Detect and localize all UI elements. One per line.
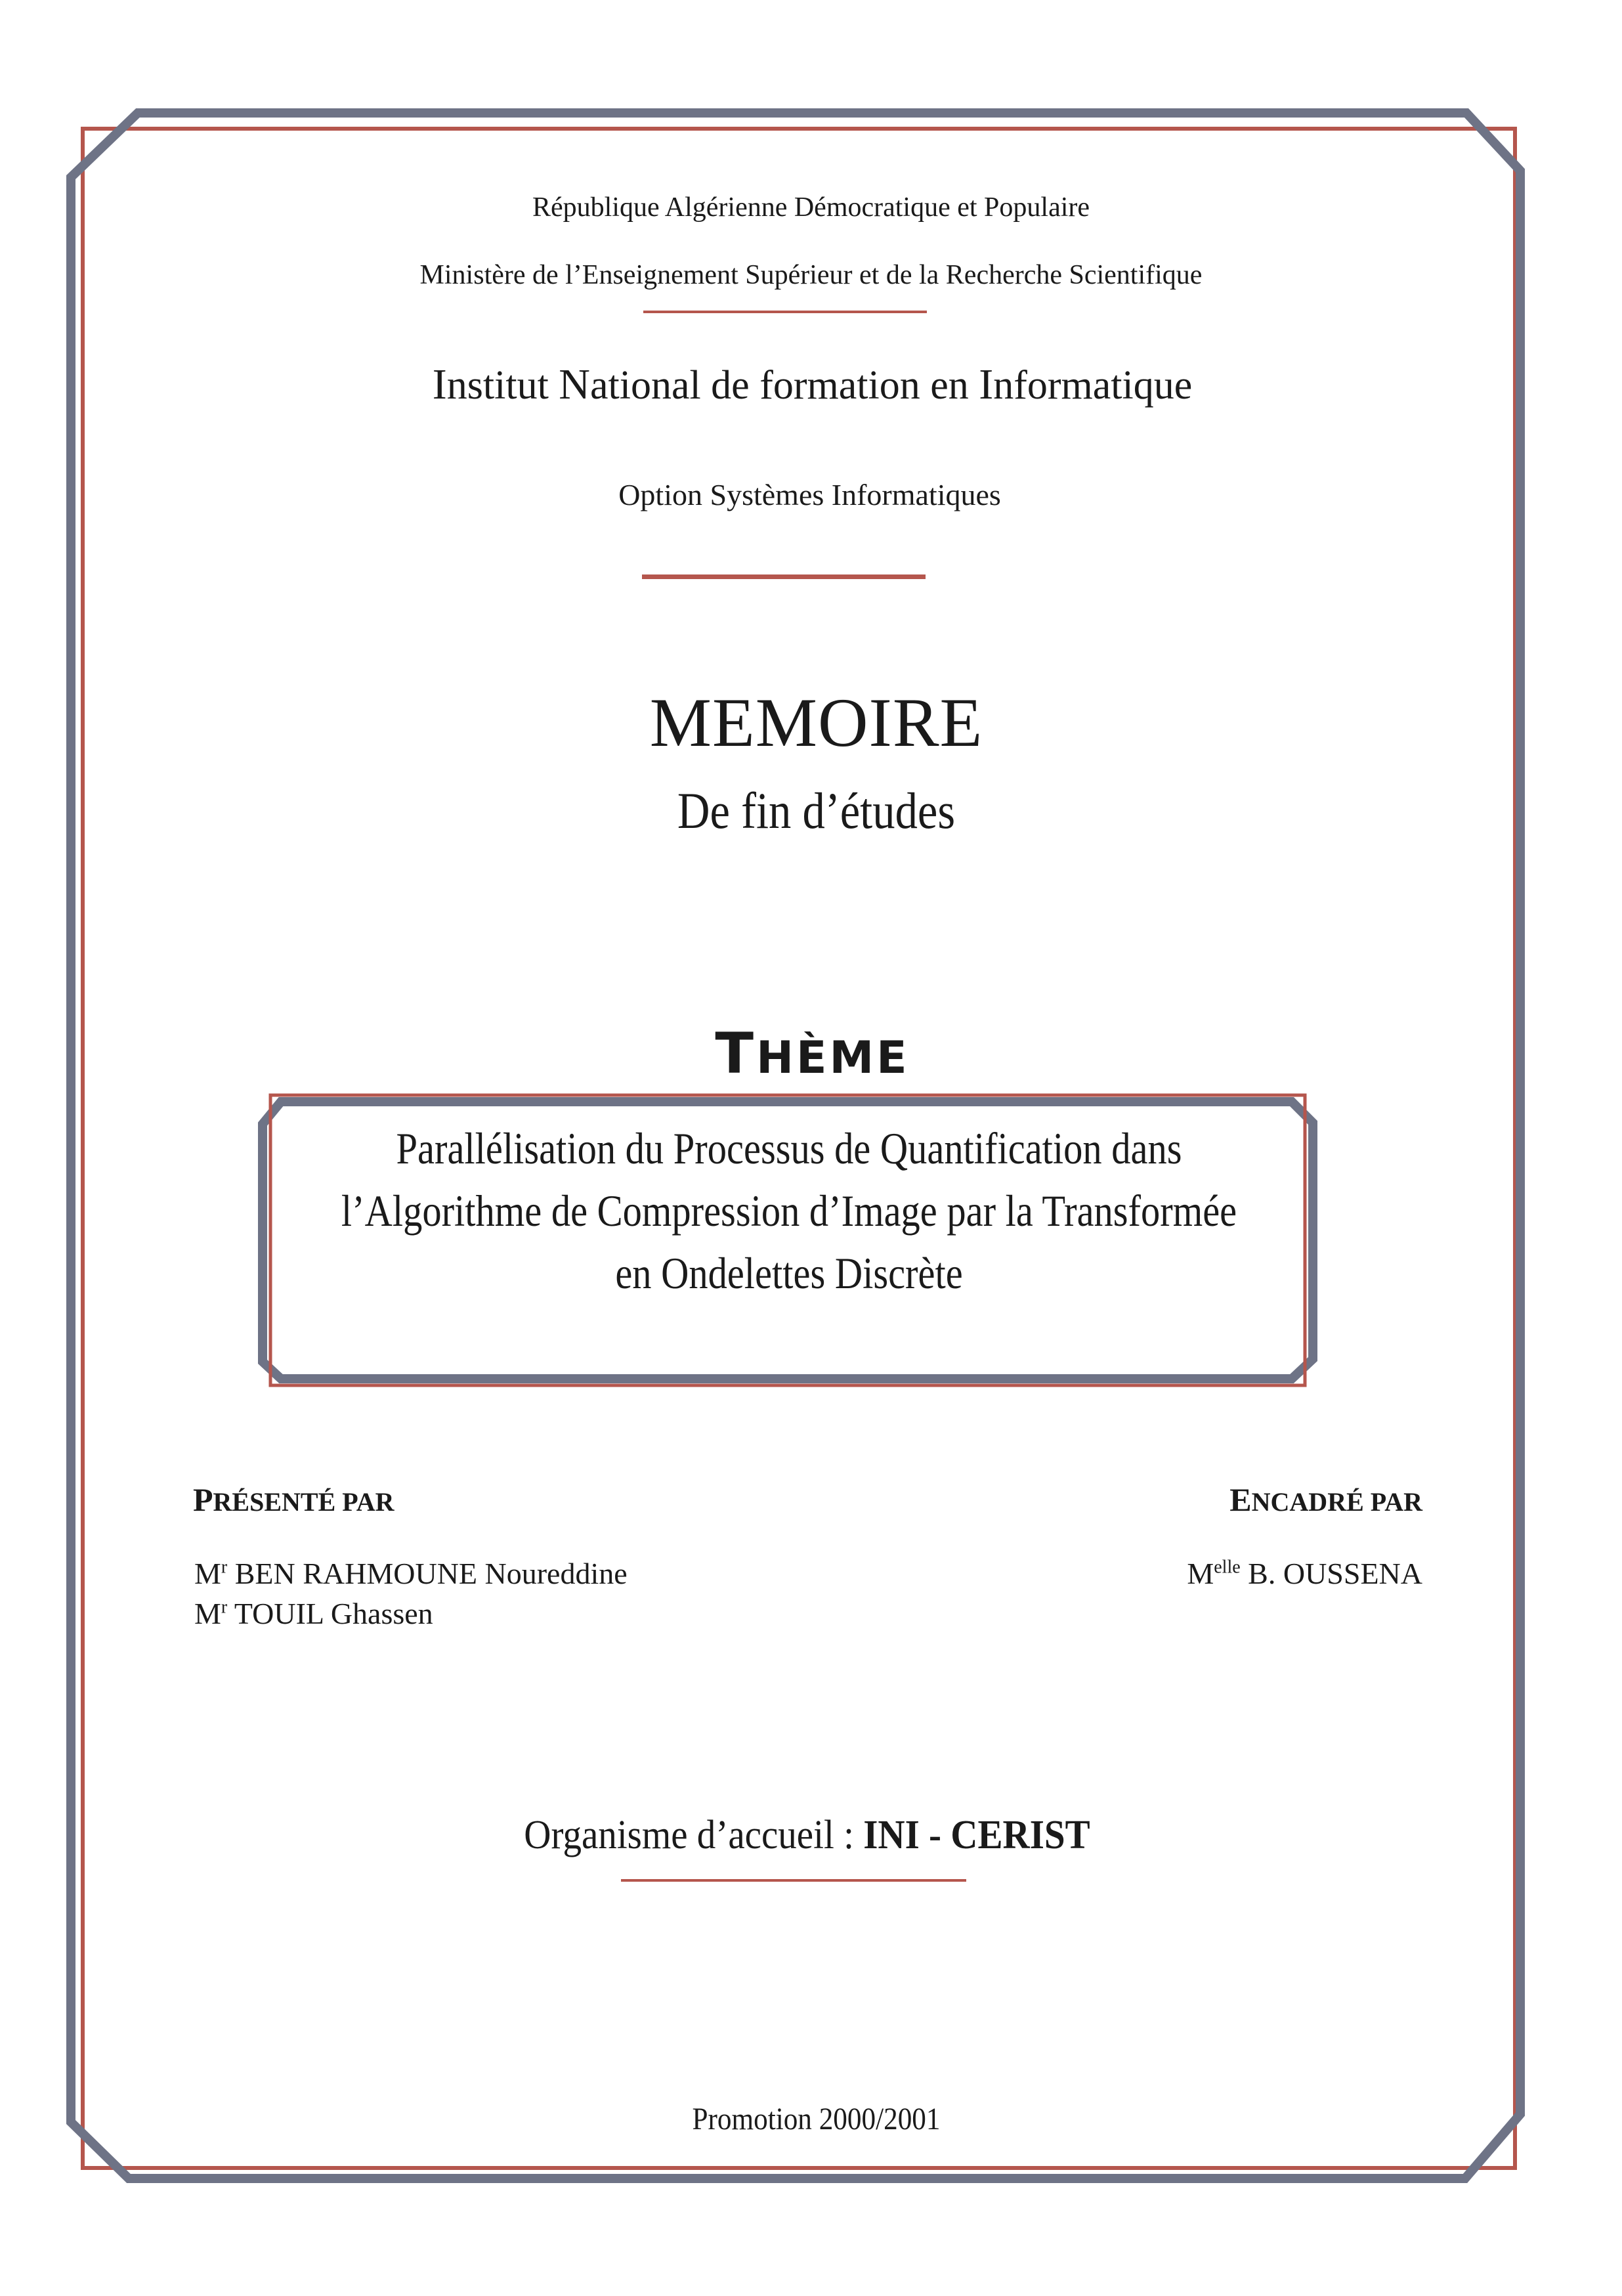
theme-text-line: en Ondelettes Discrète bbox=[615, 1248, 963, 1298]
theme-text-line: Parallélisation du Processus de Quantification dans bbox=[396, 1123, 1182, 1173]
document-title: MEMOIRE bbox=[649, 684, 983, 761]
supervised-by-label: ENCADRÉ PAR bbox=[1229, 1481, 1422, 1518]
host-organization: Organisme d’accueil : INI - CERIST bbox=[524, 1813, 1090, 1857]
promotion-year: Promotion 2000/2001 bbox=[692, 2102, 941, 2136]
student-name: $M^r$ BEN RAHMOUNE Noureddine bbox=[194, 1557, 628, 1590]
presented-by-label: PRÉSENTÉ PAR bbox=[193, 1481, 395, 1518]
supervisor-name: $M^{elle}$ B. OUSSENA bbox=[1187, 1557, 1422, 1590]
document-subtitle: De fin d’études bbox=[677, 782, 956, 839]
divider-bottom bbox=[621, 1879, 966, 1882]
institute-name: Institut National de formation en Informatique bbox=[432, 360, 1193, 408]
option-label: Option Systèmes Informatiques bbox=[618, 478, 1001, 511]
student-name: $M^r$ TOUIL Ghassen bbox=[194, 1597, 433, 1630]
republic-name: République Algérienne Démocratique et Populaire bbox=[532, 192, 1090, 223]
theme-text-line: l’Algorithme de Compression d’Image par la Transformée bbox=[341, 1186, 1237, 1236]
ministry-name: Ministère de l’Enseignement Supérieur et de la Recherche Scientifique bbox=[419, 260, 1203, 290]
theme-heading: THÈME bbox=[715, 1021, 910, 1087]
divider-middle bbox=[642, 574, 926, 579]
divider-top bbox=[643, 311, 927, 313]
